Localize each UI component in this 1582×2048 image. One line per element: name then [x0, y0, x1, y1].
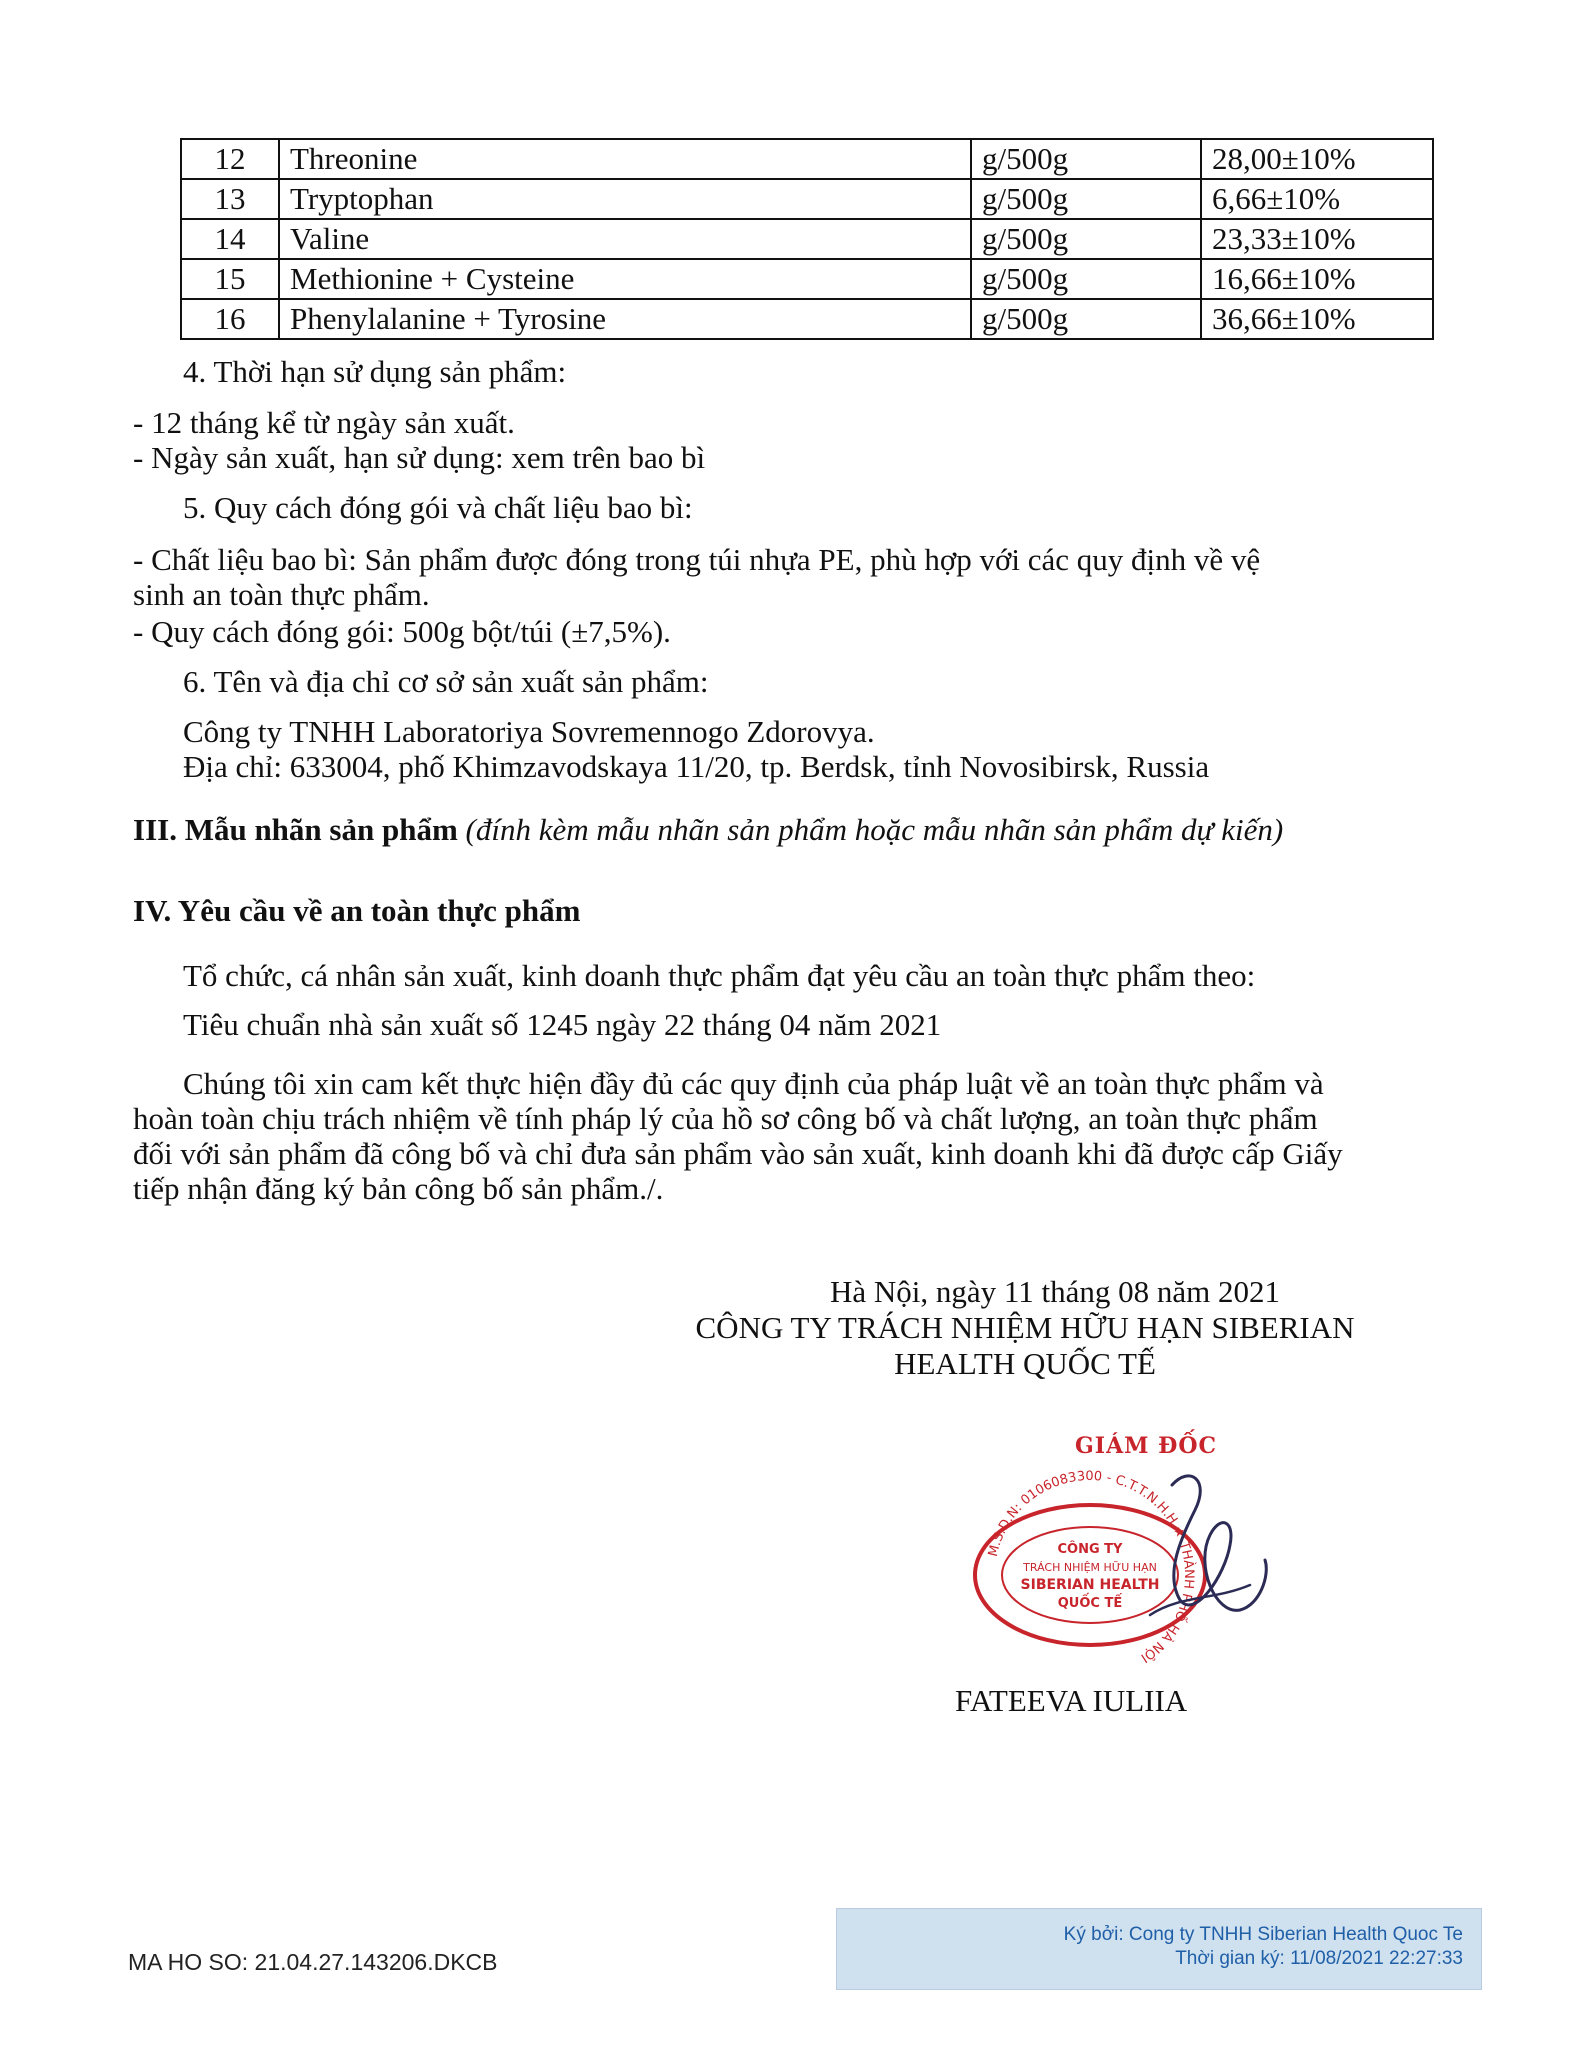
section-iii-title: III. Mẫu nhãn sản phẩm [133, 812, 458, 847]
row-number: 13 [181, 179, 279, 219]
signer-name: FATEEVA IULIIA [955, 1683, 1188, 1718]
row-value: 36,66±10% [1201, 299, 1433, 339]
packaging-material-line-cont: sinh an toàn thực phẩm. [133, 577, 430, 612]
section-iv-heading: IV. Yêu cầu về an toàn thực phẩm [133, 893, 581, 928]
signature-block [640, 1274, 1410, 1382]
stamp-center-line-2: TRÁCH NHIỆM HỮU HẠN [1023, 1561, 1157, 1574]
row-unit: g/500g [971, 259, 1201, 299]
row-number: 12 [181, 139, 279, 179]
packaging-material-line: - Chất liệu bao bì: Sản phẩm được đóng trong túi nhựa PE, phù hợp với các quy định về vệ [133, 542, 1261, 577]
signing-date: Hà Nội, ngày 11 tháng 08 năm 2021 [830, 1274, 1280, 1309]
section-6-heading: 6. Tên và địa chỉ cơ sở sản xuất sản phẩm: [183, 664, 709, 699]
row-value: 28,00±10% [1201, 139, 1433, 179]
section-4-heading: 4. Thời hạn sử dụng sản phẩm: [183, 354, 567, 389]
row-unit: g/500g [971, 299, 1201, 339]
row-value: 6,66±10% [1201, 179, 1433, 219]
stamp-center-line-4: QUỐC TẾ [1057, 1596, 1123, 1611]
company-stamp [940, 1425, 1340, 1665]
stamp-center-line-1: CÔNG TY [1057, 1542, 1123, 1557]
row-name: Methionine + Cysteine [279, 259, 971, 299]
parameters-table [180, 138, 1434, 340]
row-number: 15 [181, 259, 279, 299]
production-date-line: - Ngày sản xuất, hạn sử dụng: xem trên bao bì [133, 440, 706, 475]
commitment-line-4: tiếp nhận đăng ký bản công bố sản phẩm./. [133, 1171, 664, 1206]
electronic-signature-box [836, 1908, 1482, 1990]
commitment-line-1: Chúng tôi xin cam kết thực hiện đầy đủ các quy định của pháp luật về an toàn thực phẩm và [183, 1066, 1324, 1101]
row-name: Threonine [279, 139, 971, 179]
row-number: 16 [181, 299, 279, 339]
stamp-ring-text: M.S.D.N: 0106083300 - C.T.T.N.H.H ★ THÀNH PHỐ HÀ NỘI [985, 1468, 1197, 1665]
table-row [181, 179, 1433, 219]
table-row [181, 219, 1433, 259]
requirement-line: Tổ chức, cá nhân sản xuất, kinh doanh thực phẩm đạt yêu cầu an toàn thực phẩm theo: [183, 958, 1256, 993]
standard-line: Tiêu chuẩn nhà sản xuất số 1245 ngày 22 tháng 04 năm 2021 [183, 1007, 942, 1042]
packaging-spec-line: - Quy cách đóng gói: 500g bột/túi (±7,5%). [133, 614, 671, 649]
row-unit: g/500g [971, 219, 1201, 259]
manufacturer-name: Công ty TNHH Laboratoriya Sovremennogo Zdorovya. [183, 714, 875, 749]
stamp-center-line-3: SIBERIAN HEALTH [1020, 1577, 1160, 1593]
signed-by: Ký bởi: Cong ty TNHH Siberian Health Quoc Te [1063, 1924, 1463, 1945]
company-name-line-1: CÔNG TY TRÁCH NHIỆM HỮU HẠN SIBERIAN [695, 1310, 1355, 1345]
section-5-heading: 5. Quy cách đóng gói và chất liệu bao bì: [183, 490, 693, 525]
signed-time: Thời gian ký: 11/08/2021 22:27:33 [1175, 1948, 1463, 1969]
manufacturer-address: Địa chỉ: 633004, phố Khimzavodskaya 11/20, tp. Berdsk, tỉnh Novosibirsk, Russia [183, 749, 1210, 784]
section-iii-note: (đính kèm mẫu nhãn sản phẩm hoặc mẫu nhãn sản phẩm dự kiến) [465, 812, 1284, 847]
row-unit: g/500g [971, 179, 1201, 219]
dossier-code: MA HO SO: 21.04.27.143206.DKCB [128, 1949, 498, 1975]
row-name: Phenylalanine + Tyrosine [279, 299, 971, 339]
table-row [181, 299, 1433, 339]
row-unit: g/500g [971, 139, 1201, 179]
company-name-line-2: HEALTH QUỐC TẾ [894, 1346, 1156, 1381]
stamp-seal-icon [940, 1425, 1340, 1665]
row-value: 16,66±10% [1201, 259, 1433, 299]
commitment-line-2: hoàn toàn chịu trách nhiệm về tính pháp lý của hồ sơ công bố và chất lượng, an toàn thực phẩm [133, 1101, 1318, 1136]
director-title: GIÁM ĐỐC [1075, 1433, 1218, 1459]
row-value: 23,33±10% [1201, 219, 1433, 259]
shelf-life-line: - 12 tháng kể từ ngày sản xuất. [133, 405, 515, 440]
row-number: 14 [181, 219, 279, 259]
row-name: Tryptophan [279, 179, 971, 219]
table-row [181, 139, 1433, 179]
commitment-line-3: đối với sản phẩm đã công bố và chỉ đưa sản phẩm vào sản xuất, kinh doanh khi đã được cấp Giấy [133, 1136, 1343, 1171]
row-name: Valine [279, 219, 971, 259]
section-iii-heading [133, 812, 1283, 848]
table-row [181, 259, 1433, 299]
